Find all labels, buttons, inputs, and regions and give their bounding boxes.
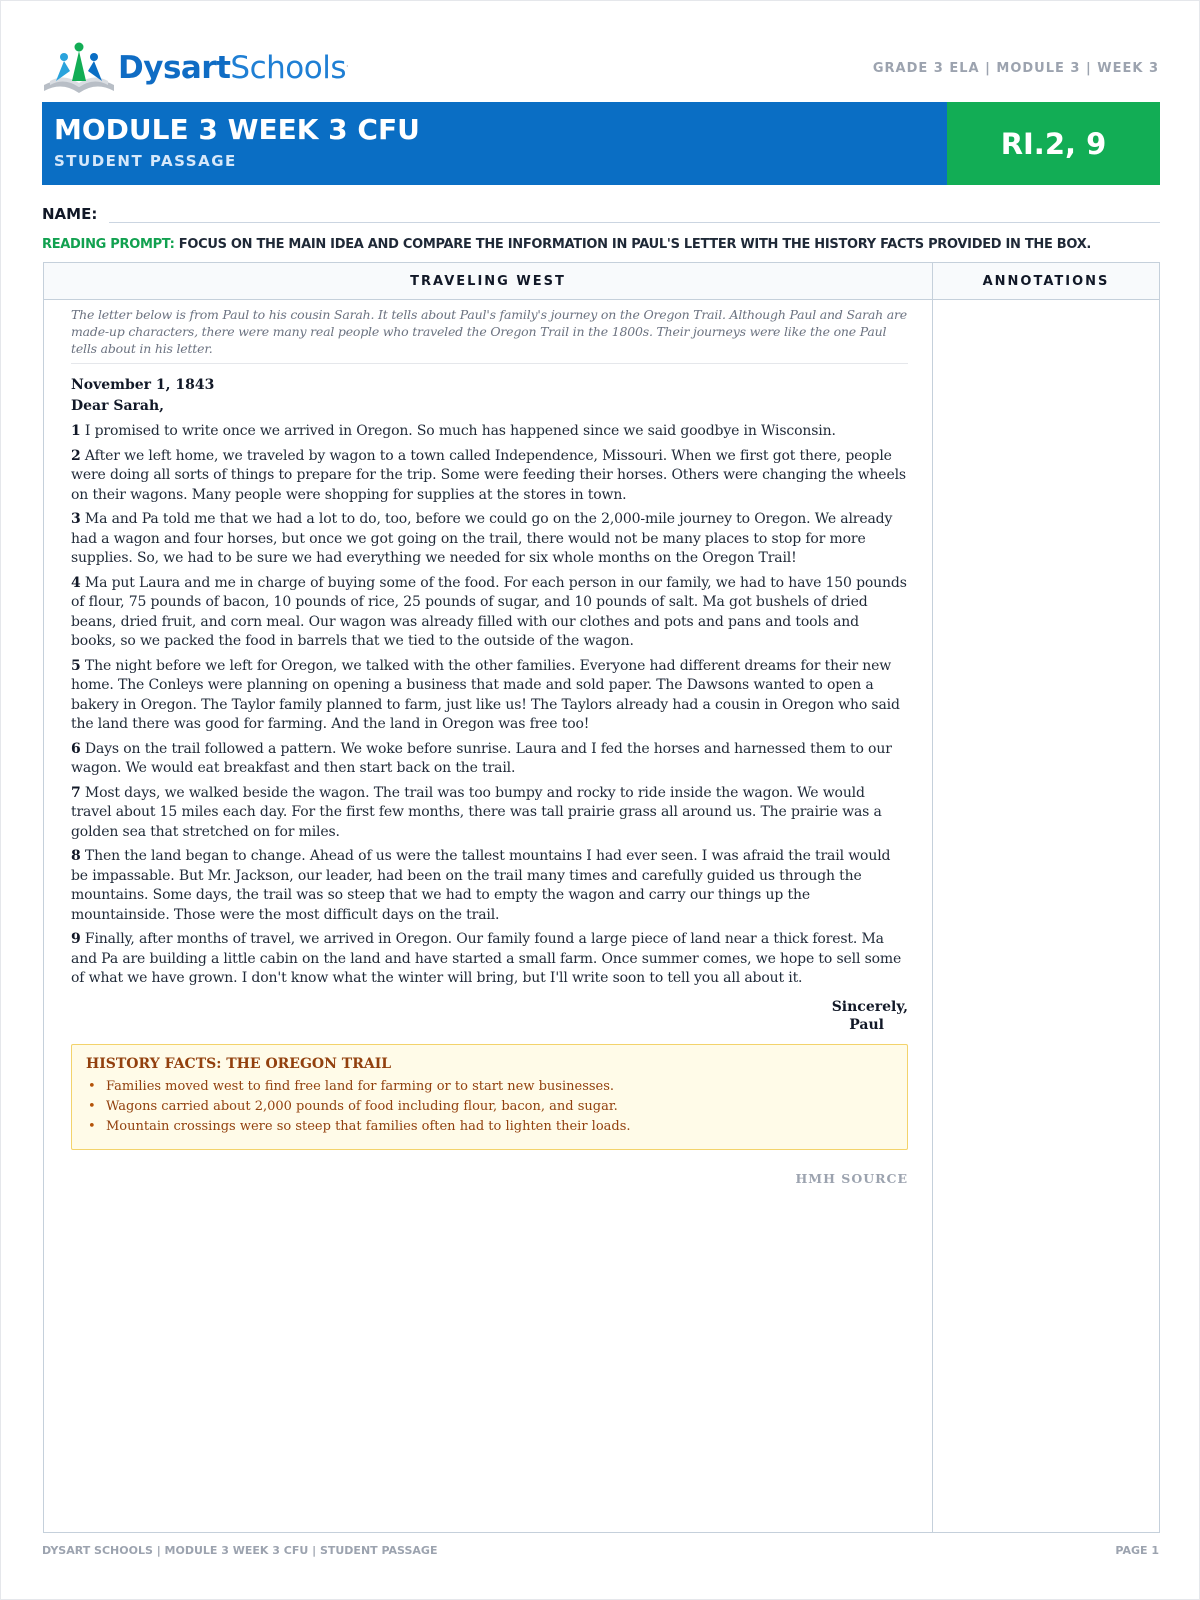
- letter-paragraph: [71, 447, 908, 506]
- history-fact-item: • Mountain crossings were so steep that families often had to lighten their loads.: [86, 1117, 893, 1137]
- title-banner: [42, 102, 1160, 185]
- paragraph-number: 6: [71, 740, 81, 757]
- paragraph-number: 3: [71, 511, 81, 527]
- letter-greeting: Dear Sarah,: [71, 398, 165, 414]
- name-field[interactable]: [109, 201, 1160, 223]
- letter-date: November 1, 1843: [71, 377, 215, 393]
- passage-title-header: TRAVELING WEST: [44, 263, 932, 300]
- paragraph-text: Then the land began to change. Ahead of us were the tallest mountains I had ever seen. I was afraid the trail would be impassable. But Mr. Jackson, our leader, had been on the trail many times and carefully guided us through the mountains. Some days, the trail was so steep that we had to empty the wagon and carry our things up the mountainside. Those were the most difficult days on the trail.: [71, 848, 891, 923]
- book-people-icon: [42, 41, 116, 95]
- letter-signature: Paul: [849, 1016, 884, 1033]
- paragraph-text: The night before we left for Oregon, we talked with the other families. Everyone had different dreams for their new home. The Conleys were planning on opening a business that made and sold paper. The Dawsons wanted to open a bakery in Oregon. The Taylor family planned to farm, just like us! The Taylors already had a cousin in Oregon who said the land there was good for farming. And the land in Oregon was free too!: [71, 657, 900, 732]
- paragraph-text: Most days, we walked beside the wagon. The trail was too bumpy and rocky to ride inside the wagon. We would travel about 15 miles each day. For the first few months, there was tall prairie grass all around us. The prairie was a golden sea that stretched on for miles.: [71, 784, 882, 840]
- paragraph-text: Ma and Pa told me that we had a lot to do, too, before we could go on the 2,000-mile journey to Oregon. We already had a wagon and four horses, but once we got going on the trail, there would not be many places to stop for more supplies. So, we had to be sure we had everything we needed for six whole months on the Oregon Trail!: [71, 511, 893, 566]
- letter-paragraph: [71, 930, 908, 989]
- page-number: PAGE 1: [1115, 1544, 1159, 1557]
- reading-prompt-label: READING PROMPT:: [42, 237, 175, 252]
- paragraph-number: 8: [71, 848, 81, 864]
- annotations-column[interactable]: [933, 263, 1159, 1532]
- history-facts-title: HISTORY FACTS: THE OREGON TRAIL: [86, 1055, 392, 1072]
- paragraph-number: 1: [71, 423, 81, 439]
- page-subtitle: STUDENT PASSAGE: [54, 152, 237, 170]
- paragraph-number: 7: [71, 784, 81, 801]
- passage-column: [44, 263, 933, 1532]
- passage-content: [71, 306, 908, 1186]
- banner-title-block: [42, 102, 947, 185]
- grade-module-week: GRADE 3 ELA | MODULE 3 | WEEK 3: [872, 61, 1159, 76]
- name-label: NAME:: [42, 205, 98, 223]
- history-facts-box: [71, 1044, 908, 1150]
- paragraph-number: 5: [71, 657, 81, 674]
- passage-table: [43, 262, 1160, 1533]
- reading-prompt: [42, 237, 1160, 252]
- paragraph-number: 9: [71, 931, 81, 947]
- annotations-header: ANNOTATIONS: [933, 263, 1159, 300]
- letter-signoff: [71, 998, 908, 1034]
- letter-paragraph: [71, 847, 908, 925]
- footer-left: DYSART SCHOOLS | MODULE 3 WEEK 3 CFU | STUDENT PASSAGE: [42, 1544, 438, 1557]
- history-fact-item: • Families moved west to find free land for farming or to start new businesses.: [86, 1077, 893, 1097]
- letter-paragraph: [71, 657, 908, 735]
- logo-wordmark: DysartSchools.: [118, 50, 349, 86]
- page-title: MODULE 3 WEEK 3 CFU: [54, 113, 420, 146]
- letter-paragraph: [71, 510, 908, 569]
- standard-code: RI.2, 9: [1000, 126, 1107, 161]
- standard-block: [947, 102, 1160, 185]
- dysart-logo: [42, 41, 348, 95]
- history-facts-list: [86, 1077, 893, 1137]
- passage-intro: The letter below is from Paul to his cousin Sarah. It tells about Paul's family's journey on the Oregon Trail. Although Paul and Sarah are made-up characters, there were many real people who traveled the Oregon Trail in the 1800s. Their journeys were like the one Paul tells about in his letter.: [71, 306, 908, 364]
- paragraph-text: Ma put Laura and me in charge of buying some of the food. For each person in our family, we had to have 150 pounds of flour, 75 pounds of bacon, 10 pounds of rice, 25 pounds of sugar, and 10 pounds of salt. Ma got bushels of dried beans, dried fruit, and corn meal. Our wagon was already filled with our clothes and pots and pans and tools and books, so we packed the food in barrels that we tied to the outside of the wagon.: [71, 574, 907, 649]
- letter-closing: Sincerely,: [831, 998, 908, 1015]
- letter-paragraph: [71, 784, 908, 843]
- letter-paragraph: [71, 422, 908, 442]
- paragraph-text: I promised to write once we arrived in Oregon. So much has happened since we said goodbye in Wisconsin.: [84, 423, 836, 439]
- source-credit: HMH SOURCE: [795, 1170, 908, 1186]
- paragraph-number: 4: [71, 574, 81, 591]
- letter-paragraph: [71, 574, 908, 652]
- reading-prompt-text: FOCUS ON THE MAIN IDEA AND COMPARE THE INFORMATION IN PAUL'S LETTER WITH THE HISTORY FACTS PROVIDED IN THE BOX.: [174, 237, 1092, 252]
- letter-paragraph: [71, 740, 908, 779]
- paragraph-number: 2: [71, 447, 81, 464]
- history-fact-item: • Wagons carried about 2,000 pounds of food including flour, bacon, and sugar.: [86, 1097, 893, 1117]
- paragraph-text: Finally, after months of travel, we arrived in Oregon. Our family found a large piece of land near a thick forest. Ma and Pa are building a little cabin on the land and have started a small farm. Once summer comes, we hope to sell some of what we have grown. I don't know what the winter will bring, but I'll write soon to tell you all about it.: [71, 931, 902, 986]
- logo-dot: .: [346, 59, 349, 69]
- letter-paragraphs: [71, 422, 908, 989]
- paragraph-text: After we left home, we traveled by wagon to a town called Independence, Missouri. When we first got there, people were doing all sorts of things to prepare for the trip. Some were feeding their horses. Others were changing the wheels on their wagons. Many people were shopping for supplies at the stores in town.: [71, 447, 906, 503]
- name-row: [42, 201, 1160, 223]
- paragraph-text: Days on the trail followed a pattern. We woke before sunrise. Laura and I fed the horses and harnessed them to our wagon. We would eat breakfast and then start back on the trail.: [71, 740, 892, 776]
